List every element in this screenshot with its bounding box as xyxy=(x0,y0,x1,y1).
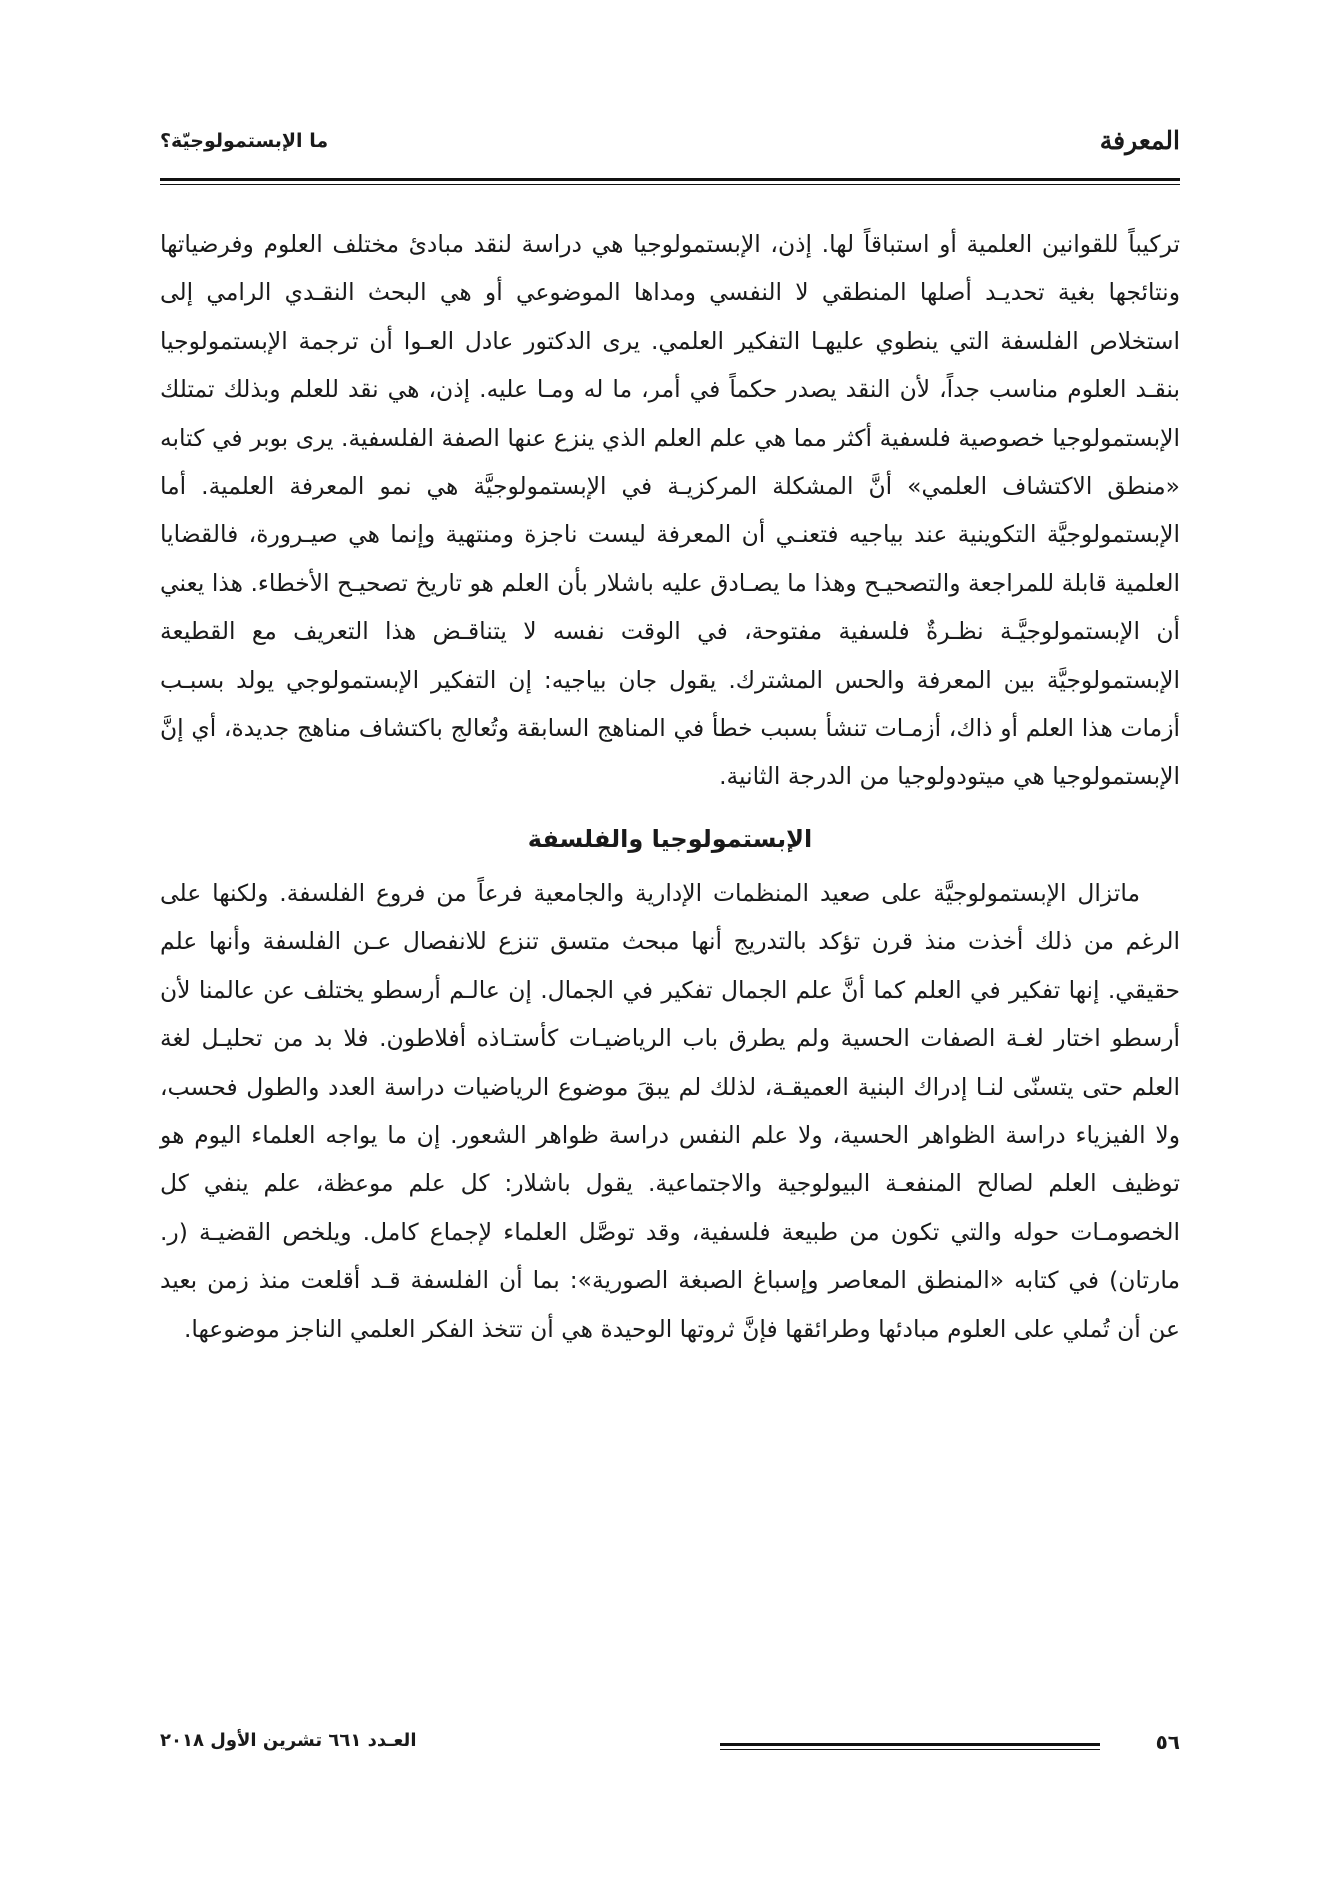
section-heading: الإبستمولوجيا والفلسفة xyxy=(527,824,813,853)
issue-info: العـدد ٦٦١ تشرين الأول ٢٠١٨ xyxy=(160,1730,417,1751)
paragraph: تركيباً للقوانين العلمية أو استباقاً لها. إذن، الإبستمولوجيا هي دراسة لنقد مبادئ مختلف العلوم وفرضياتها ونتائجها بغية تحديـد أصلها المنطقي لا النفسي ومداها الموضوعي أو هي البحث النقـدي الرامي إلى استخلاص الفلسفة التي ينطوي عليهـا التفكير العلمي. يرى الدكتور عادل العـوا أن ترجمة الإبستمولوجيا بنقـد العلوم مناسب جداً، لأن النقد يصدر حكماً في أمر، ما له ومـا عليه. إذن، هي نقد للعلم وبذلك تمتلك الإبستمولوجيا خصوصية فلسفية أكثر مما هي علم العلم الذي ينزع عنها الصفة الفلسفية. يرى بوبر في كتابه «منطق الاكتشاف العلمي» أنَّ المشكلة المركزيـة في الإبستمولوجيَّة هي نمو المعرفة العلمية. أما الإبستمولوجيَّة التكوينية عند بياجيه فتعنـي أن المعرفة ليست ناجزة ومنتهية وإنما هي صيـرورة، فالقضايا العلمية قابلة للمراجعة والتصحيـح وهذا ما يصـادق عليه باشلار بأن العلم هو تاريخ تصحيـح الأخطاء. هذا يعني أن الإبستمولوجيَّـة نظـرةٌ فلسفية مفتوحة، في الوقت نفسه لا يتناقـض هذا التعريف مع القطيعة الإبستمولوجيَّة بين المعرفة والحس المشترك. يقول جان بياجيه: إن التفكير الإبستمولوجي يولد بسبـب أزمات هذا العلم أو ذاك، أزمـات تنشأ بسبب خطأ في المناهج السابقة وتُعالج باكتشاف مناهج جديدة، أي إنَّ الإبستمولوجيا هي ميتودولوجيا من الدرجة الثانية. xyxy=(160,230,1180,791)
running-title: ما الإبستمولوجيّة؟ xyxy=(160,130,329,152)
page-header xyxy=(160,118,1180,172)
paragraph: ماتزال الإبستمولوجيَّة على صعيد المنظمات الإدارية والجامعية فرعاً من فروع الفلسفة. ولكنها على الرغم من ذلك أخذت منذ قرن تؤكد بالتدريج أنها مبحث متسق تنزع للانفصال عـن الفلسفة وأنها علم حقيقي. إنها تفكير في العلم كما أنَّ علم الجمال تفكير في الجمال. إن عالـم أرسطو يختلف عن عالمنا لأن أرسطو اختار لغـة الصفات الحسية ولم يطرق باب الرياضيـات كأستـاذه أفلاطون. فلا بد من تحليـل لغة العلم حتى يتسنّى لنـا إدراك البنية العميقـة، لذلك لم يبقَ موضوع الرياضيات دراسة العدد والطول فحسب، ولا الفيزياء دراسة الظواهر الحسية، ولا علم النفس دراسة ظواهر الشعور. إن ما يواجه العلماء اليوم هو توظيف العلم لصالح المنفعـة البيولوجية والاجتماعية. يقول باشلار: كل علم موعظة، علم ينفي كل الخصومـات حوله والتي تكون من طبيعة فلسفية، وقد توصَّل العلماء لإجماع كامل. ويلخص القضيـة (ر. مارتان) في كتابه «المنطق المعاصر وإسباغ الصبغة الصورية»: بما أن الفلسفة قـد أقلعت منذ زمن بعيد عن أن تُملي على العلوم مبادئها وطرائقها فإنَّ ثروتها الوحيدة هي أن تتخذ الفكر العلمي الناجز موضوعها. xyxy=(160,878,1180,1343)
article-body xyxy=(160,220,1180,1353)
header-rule xyxy=(160,178,1180,181)
page-number: ٥٦ xyxy=(1155,1730,1180,1754)
footer-rule xyxy=(720,1743,1100,1746)
page-footer xyxy=(160,1730,1180,1760)
magazine-logo: المعرفة xyxy=(1099,126,1180,155)
footer-rule-thin xyxy=(720,1749,1100,1750)
header-rule-thin xyxy=(160,184,1180,185)
